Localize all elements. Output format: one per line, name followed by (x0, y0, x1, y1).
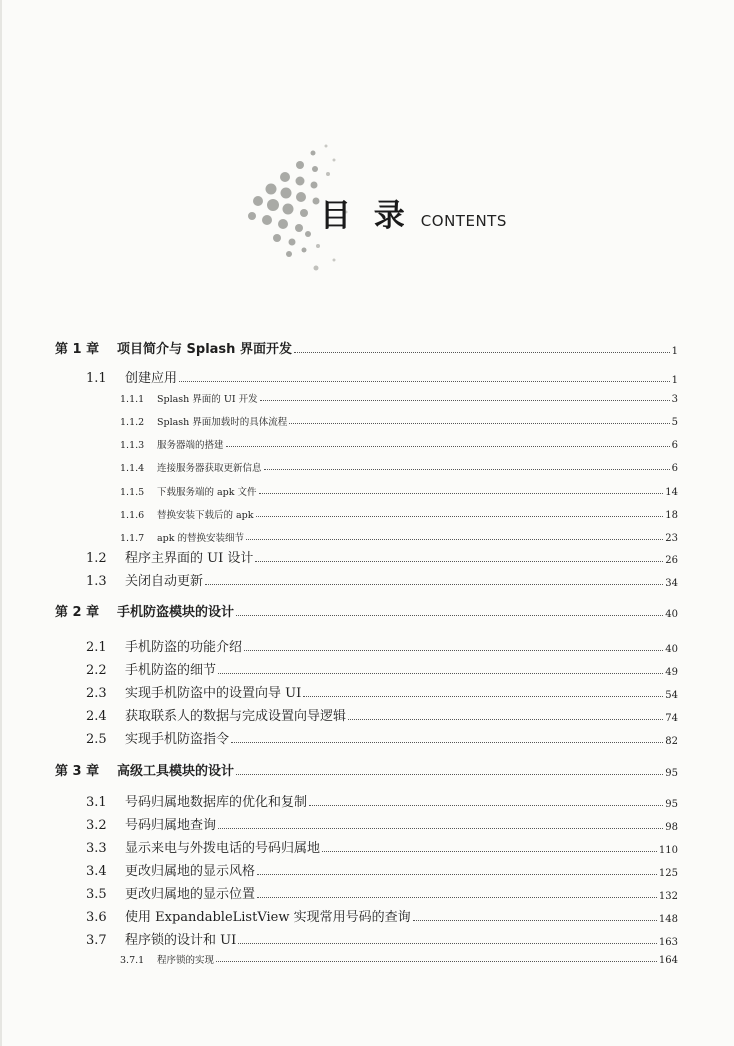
toc-subsection-row[interactable] (120, 952, 678, 966)
toc-chapter-row[interactable] (55, 601, 678, 620)
toc-number: 第 1 章 (55, 342, 100, 357)
toc-title: 下载服务端的 apk 文件 (157, 487, 257, 498)
dot-leader (322, 850, 657, 852)
toc-title: 程序锁的设计和 UI (125, 933, 237, 948)
toc-number: 2.5 (86, 732, 107, 747)
toc-section-row[interactable] (86, 837, 678, 856)
toc-number: 1.1.7 (120, 533, 145, 544)
toc-number: 第 3 章 (55, 764, 100, 779)
toc-title: 使用 ExpandableListView 实现常用号码的查询 (125, 910, 411, 925)
toc-page-number: 26 (665, 555, 678, 566)
toc-number: 1.1.6 (120, 510, 145, 521)
dot-leader (205, 583, 663, 585)
toc-section-row[interactable] (86, 883, 678, 902)
dot-leader (244, 649, 663, 651)
toc-number: 3.4 (86, 864, 107, 879)
toc-number: 3.7.1 (120, 955, 145, 966)
toc-title: apk 的替换安装细节 (157, 533, 245, 544)
toc-chapter-row[interactable] (55, 338, 678, 357)
dot-leader (179, 380, 670, 382)
toc-page-number: 125 (658, 868, 678, 879)
toc-number: 3.5 (86, 887, 107, 902)
toc-title: 项目简介与 Splash 界面开发 (117, 342, 292, 357)
toc-page-number: 95 (665, 768, 678, 779)
toc-number: 2.2 (86, 663, 107, 678)
toc-page-number: 82 (665, 736, 678, 747)
toc-title: 显示来电与外拨电话的号码归属地 (125, 841, 321, 856)
toc-section-row[interactable] (86, 659, 678, 678)
toc-title: Splash 界面加载时的具体流程 (157, 417, 288, 428)
toc-page-number: 14 (665, 487, 678, 498)
title-english: CONTENTS (420, 212, 507, 230)
toc-page-number: 74 (665, 713, 678, 724)
toc-page-number: 95 (665, 799, 678, 810)
dot-leader (218, 827, 663, 829)
toc-title: 号码归属地数据库的优化和复制 (125, 795, 308, 810)
dot-leader (303, 695, 663, 697)
toc-title: 实现手机防盗指令 (125, 732, 230, 747)
toc-title: 获取联系人的数据与完成设置向导逻辑 (125, 709, 347, 724)
dot-leader (216, 960, 657, 962)
toc-subsection-row[interactable] (120, 507, 678, 521)
toc-number: 第 2 章 (55, 605, 100, 620)
toc-title: 手机防盗的功能介绍 (125, 640, 243, 655)
toc-title: Splash 界面的 UI 开发 (157, 394, 258, 405)
toc-section-row[interactable] (86, 791, 678, 810)
toc-number: 3.1 (86, 795, 107, 810)
toc-title: 实现手机防盗中的设置向导 UI (125, 686, 302, 701)
toc-section-row[interactable] (86, 636, 678, 655)
toc-number: 2.3 (86, 686, 107, 701)
toc-page-number: 34 (665, 578, 678, 589)
dot-leader (413, 919, 657, 921)
toc-section-row[interactable] (86, 547, 678, 566)
toc-subsection-row[interactable] (120, 391, 678, 405)
toc-page-number: 1 (671, 346, 678, 357)
toc-number: 1.1 (86, 371, 107, 386)
toc-title: 替换安装下载后的 apk (157, 510, 254, 521)
toc-section-row[interactable] (86, 728, 678, 747)
toc-section-row[interactable] (86, 705, 678, 724)
toc-page-number: 98 (665, 822, 678, 833)
toc-section-row[interactable] (86, 814, 678, 833)
dot-leader (257, 896, 657, 898)
dot-leader (348, 718, 663, 720)
dot-leader (260, 399, 670, 401)
dot-leader (236, 773, 663, 775)
toc-number: 3.3 (86, 841, 107, 856)
toc-title: 创建应用 (125, 371, 178, 386)
toc-number: 3.7 (86, 933, 107, 948)
toc-number: 2.1 (86, 640, 107, 655)
dot-leader (231, 741, 663, 743)
dot-leader (218, 672, 663, 674)
toc-section-row[interactable] (86, 929, 678, 948)
dot-leader (226, 445, 670, 447)
toc-page-number: 49 (665, 667, 678, 678)
toc-title: 程序锁的实现 (157, 955, 215, 966)
toc-number: 3.2 (86, 818, 107, 833)
dot-leader (246, 538, 663, 540)
title-chinese: 目 录 (320, 198, 411, 234)
toc-subsection-row[interactable] (120, 460, 678, 474)
toc-page-number: 148 (658, 914, 678, 925)
toc-title: 高级工具模块的设计 (117, 764, 235, 779)
toc-page-number: 5 (671, 417, 678, 428)
toc-number: 3.6 (86, 910, 107, 925)
toc-subsection-row[interactable] (120, 414, 678, 428)
dot-leader (294, 351, 670, 353)
dot-leader (256, 515, 664, 517)
toc-page-number: 1 (671, 375, 678, 386)
toc-number: 1.2 (86, 551, 107, 566)
toc-page-number: 6 (671, 440, 678, 451)
toc-title: 手机防盗模块的设计 (117, 605, 235, 620)
dot-leader (257, 873, 657, 875)
toc-number: 1.1.1 (120, 394, 145, 405)
dot-leader (259, 492, 664, 494)
toc-page-number: 3 (671, 394, 678, 405)
toc-page-number: 163 (658, 937, 678, 948)
toc-number: 1.1.2 (120, 417, 145, 428)
toc-chapter-row[interactable] (55, 760, 678, 779)
toc-title: 号码归属地查询 (125, 818, 217, 833)
toc-number: 1.1.5 (120, 487, 145, 498)
toc-section-row[interactable] (86, 860, 678, 879)
toc-subsection-row[interactable] (120, 437, 678, 451)
toc-number: 1.3 (86, 574, 107, 589)
toc-page-number: 40 (665, 644, 678, 655)
toc-title: 更改归属地的显示位置 (125, 887, 256, 902)
toc-section-row[interactable] (86, 367, 678, 386)
toc-page-number: 164 (658, 955, 678, 966)
toc-page-number: 23 (665, 533, 678, 544)
dot-leader (238, 942, 657, 944)
toc-section-row[interactable] (86, 570, 678, 589)
toc-page-number: 110 (658, 845, 678, 856)
toc-number: 2.4 (86, 709, 107, 724)
toc-subsection-row[interactable] (120, 530, 678, 544)
toc-page-number: 132 (658, 891, 678, 902)
toc-section-row[interactable] (86, 682, 678, 701)
toc-page-number: 6 (671, 463, 678, 474)
toc-page-number: 18 (665, 510, 678, 521)
dot-leader (255, 560, 663, 562)
dot-leader (236, 614, 663, 616)
toc-title: 连接服务器获取更新信息 (157, 463, 262, 474)
toc-page-number: 54 (665, 690, 678, 701)
toc-section-row[interactable] (86, 906, 678, 925)
toc-title: 服务器端的搭建 (157, 440, 224, 451)
dot-leader (264, 468, 670, 470)
dot-leader (309, 804, 663, 806)
toc-page-number: 40 (665, 609, 678, 620)
dot-leader (289, 422, 669, 424)
toc-subsection-row[interactable] (120, 484, 678, 498)
toc-title: 手机防盗的细节 (125, 663, 217, 678)
toc-number: 1.1.3 (120, 440, 145, 451)
toc-title: 关闭自动更新 (125, 574, 204, 589)
toc-number: 1.1.4 (120, 463, 145, 474)
toc-title: 更改归属地的显示风格 (125, 864, 256, 879)
toc-title: 程序主界面的 UI 设计 (125, 551, 254, 566)
